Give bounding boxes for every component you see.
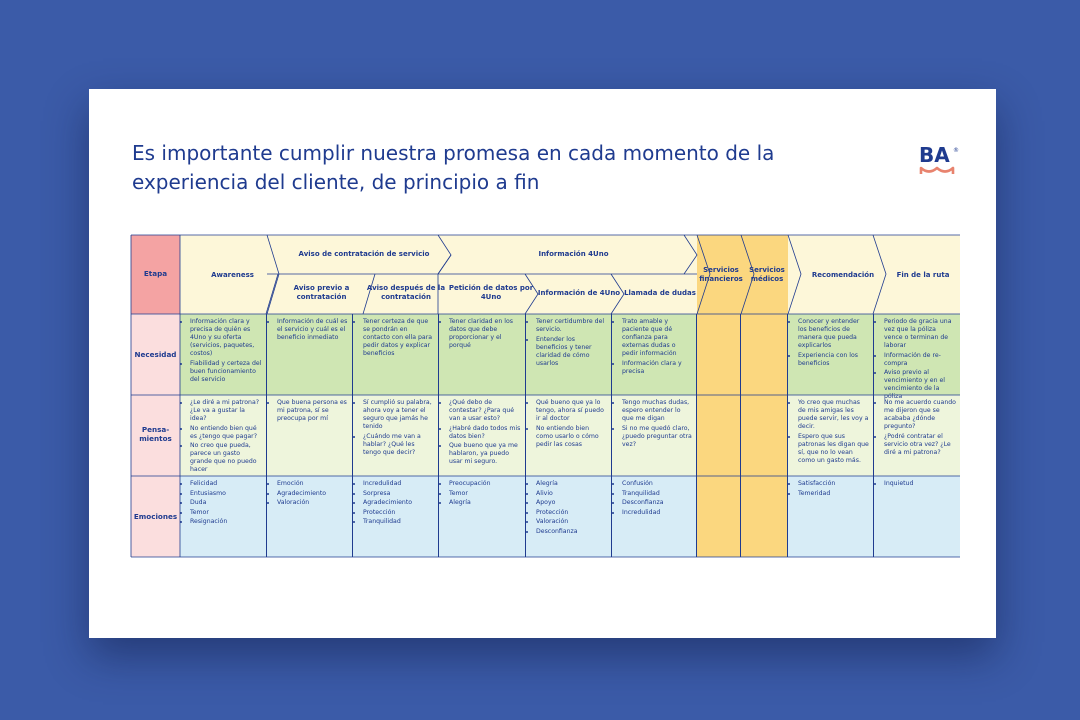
list-item: • Experiencia con los beneficios xyxy=(798,352,869,368)
list-item: • Aviso previo al vencimiento y en el vencimiento de la póliza xyxy=(884,369,956,401)
list-item: • Apoyo xyxy=(536,499,607,507)
list-item: • Agradecimiento xyxy=(277,490,348,498)
row-label-emociones: Emociones xyxy=(133,512,178,521)
cell-aviso-despues-pensamientos xyxy=(353,395,439,476)
cell-recomendacion-necesidad xyxy=(788,314,874,395)
list-item: • No entiendo bien como usarlo o cómo pedir las cosas xyxy=(536,425,607,449)
list-item: • Valoración xyxy=(536,518,607,526)
cell-peticion-necesidad xyxy=(439,314,526,395)
stage-fin-ruta: Fin de la ruta xyxy=(896,271,950,279)
cell-financieros-body xyxy=(697,314,741,557)
logo-text: BA xyxy=(919,143,950,167)
list-item: • Emoción xyxy=(277,480,348,488)
list-item: • Tengo muchas dudas, espero entender lo que me digan xyxy=(622,399,692,423)
list-item: • Información de re-compra xyxy=(884,352,956,368)
list-item: • Entusiasmo xyxy=(190,490,262,498)
cell-fin-pensamientos xyxy=(874,395,960,476)
list-item: • Confusión xyxy=(622,480,692,488)
cell-fin-necesidad xyxy=(874,314,960,400)
list-item: • Sorpresa xyxy=(363,490,434,498)
group-info4uno: Información 4Uno xyxy=(538,250,609,258)
row-label-necesidad: Necesidad xyxy=(134,350,177,359)
list-item: • Espero que sus patronas les digan que sí, que no lo vean como un gasto más. xyxy=(798,433,869,465)
list-item: • Resignación xyxy=(190,518,262,526)
cell-recomendacion-emociones xyxy=(788,476,874,557)
list-item: • Qué bueno que ya lo tengo, ahora sí puedo ir al doctor xyxy=(536,399,607,423)
list-item: • Sí cumplió su palabra, ahora voy a tener el seguro que jamás he tenido xyxy=(363,399,434,431)
list-item: • Alivio xyxy=(536,490,607,498)
list-item: • ¿Habré dado todos mis datos bien? xyxy=(449,425,521,441)
list-item: • Que buena persona es mi patrona, sí se preocupa por mí xyxy=(277,399,348,423)
stage-aviso-despues: Aviso después de la contratación xyxy=(366,284,446,301)
list-item: • Temor xyxy=(190,509,262,517)
stage-servicios-financieros: Servicios financieros xyxy=(699,266,743,283)
list-item: • Yo creo que muchas de mis amigas les puede servir, les voy a decir. xyxy=(798,399,869,431)
row-label-pensamientos-2: mientos xyxy=(139,434,172,443)
journey-map xyxy=(89,89,996,638)
cell-awareness-necesidad xyxy=(180,314,267,395)
list-item: • Valoración xyxy=(277,499,348,507)
cell-info4uno-emociones xyxy=(526,476,612,557)
list-item: • Preocupación xyxy=(449,480,521,488)
slide-card xyxy=(89,89,996,638)
cell-aviso-despues-emociones xyxy=(353,476,439,557)
cell-medicos-body xyxy=(741,314,788,557)
cell-aviso-previo-necesidad xyxy=(267,314,353,395)
registered-mark: ® xyxy=(953,147,959,154)
list-item: • Trato amable y paciente que dé confianza para externas dudas o pedir información xyxy=(622,318,692,358)
cell-recomendacion-pensamientos xyxy=(788,395,874,476)
stage-informacion-4uno: Información de 4Uno xyxy=(537,289,621,297)
list-item: • Duda xyxy=(190,499,262,507)
stage-awareness: Awareness xyxy=(211,271,254,279)
title-line-1: Es importante cumplir nuestra promesa en cada momento de la xyxy=(132,141,775,165)
list-item: • Protección xyxy=(363,509,434,517)
cell-info4uno-pensamientos xyxy=(526,395,612,476)
list-item: • Temor xyxy=(449,490,521,498)
list-item: • ¿Cuándo me van a hablar? ¿Qué les tengo que decir? xyxy=(363,433,434,457)
stage-aviso-previo: Aviso previo a contratación xyxy=(293,284,350,301)
cell-peticion-emociones xyxy=(439,476,526,557)
list-item: • Información clara y precisa de quién es 4Uno y su oferta (servicios, paquetes, costos) xyxy=(190,318,262,358)
list-item: • No creo que pueda, parece un gasto grande que no puedo hacer xyxy=(190,442,262,474)
list-item: • Agradecimiento xyxy=(363,499,434,507)
list-item: • Conocer y entender los beneficios de manera que pueda explicarlos xyxy=(798,318,869,350)
row-label-pensamientos xyxy=(131,425,180,443)
list-item: • Tranquilidad xyxy=(363,518,434,526)
list-item: • Temeridad xyxy=(798,490,869,498)
cell-fin-emociones xyxy=(874,476,960,557)
list-item: • Información de cuál es el servicio y cuál es el beneficio inmediato xyxy=(277,318,348,342)
cell-aviso-previo-pensamientos xyxy=(267,395,353,476)
list-item: • Protección xyxy=(536,509,607,517)
group-aviso: Aviso de contratación de servicio xyxy=(298,250,430,258)
stage-servicios-medicos: Servicios médicos xyxy=(749,266,785,283)
list-item: • No entiendo bien qué es ¿tengo que pagar? xyxy=(190,425,262,441)
list-item: • Tener certeza de que se pondrán en contacto con ella para pedir datos y explicar beneficios xyxy=(363,318,434,358)
list-item: • Desconfianza xyxy=(536,528,607,536)
cell-peticion-pensamientos xyxy=(439,395,526,476)
cell-llamada-necesidad xyxy=(612,314,697,395)
list-item: • Tener claridad en los datos que debe proporcionar y el porqué xyxy=(449,318,521,350)
list-item: • No me acuerdo cuando me dijeron que se acababa ¿dónde pregunto? xyxy=(884,399,956,431)
cell-llamada-pensamientos xyxy=(612,395,697,476)
list-item: • ¿Podré contratar el servicio otra vez? ¿Le diré a mi patrona? xyxy=(884,433,956,457)
list-item: • Información clara y precisa xyxy=(622,360,692,376)
list-item: • Satisfacción xyxy=(798,480,869,488)
list-item: • ¿Qué debo de contestar? ¿Para qué van a usar esto? xyxy=(449,399,521,423)
stage-recomendacion: Recomendación xyxy=(811,271,875,279)
list-item: • Desconfianza xyxy=(622,499,692,507)
list-item: • Periodo de gracia una vez que la póliza vence o terminan de laborar xyxy=(884,318,956,350)
list-item: • Incredulidad xyxy=(363,480,434,488)
list-item: • Alegría xyxy=(536,480,607,488)
row-label-etapa: Etapa xyxy=(143,269,168,278)
list-item: • Si no me quedó claro, ¿puedo preguntar otra vez? xyxy=(622,425,692,449)
list-item: • Entender los beneficios y tener claridad de cómo usarlos xyxy=(536,336,607,368)
list-item: • Tener certidumbre del servicio. xyxy=(536,318,607,334)
cell-aviso-despues-necesidad xyxy=(353,314,439,395)
list-item: • Que bueno que ya me hablaron, ya puedo usar mi seguro. xyxy=(449,442,521,466)
list-item: • Incredulidad xyxy=(622,509,692,517)
list-item: • Tranquilidad xyxy=(622,490,692,498)
list-item: • Fiabilidad y certeza del buen funcionamiento del servicio xyxy=(190,360,262,384)
list-item: • Alegría xyxy=(449,499,521,507)
list-item: • Felicidad xyxy=(190,480,262,488)
cell-info4uno-necesidad xyxy=(526,314,612,395)
stage-llamada-dudas: Llamada de dudas xyxy=(624,289,696,297)
cell-awareness-pensamientos xyxy=(180,395,267,476)
title-line-2: experiencia del cliente, de principio a fin xyxy=(132,170,540,194)
cell-aviso-previo-emociones xyxy=(267,476,353,557)
list-item: • ¿Le diré a mi patrona? ¿Le va a gustar la idea? xyxy=(190,399,262,423)
cell-llamada-emociones xyxy=(612,476,697,557)
stage-peticion-datos: Petición de datos por 4Uno xyxy=(448,284,534,301)
cell-awareness-emociones xyxy=(180,476,267,557)
row-label-pensamientos-1: Pensa- xyxy=(141,425,170,434)
list-item: • Inquietud xyxy=(884,480,956,488)
